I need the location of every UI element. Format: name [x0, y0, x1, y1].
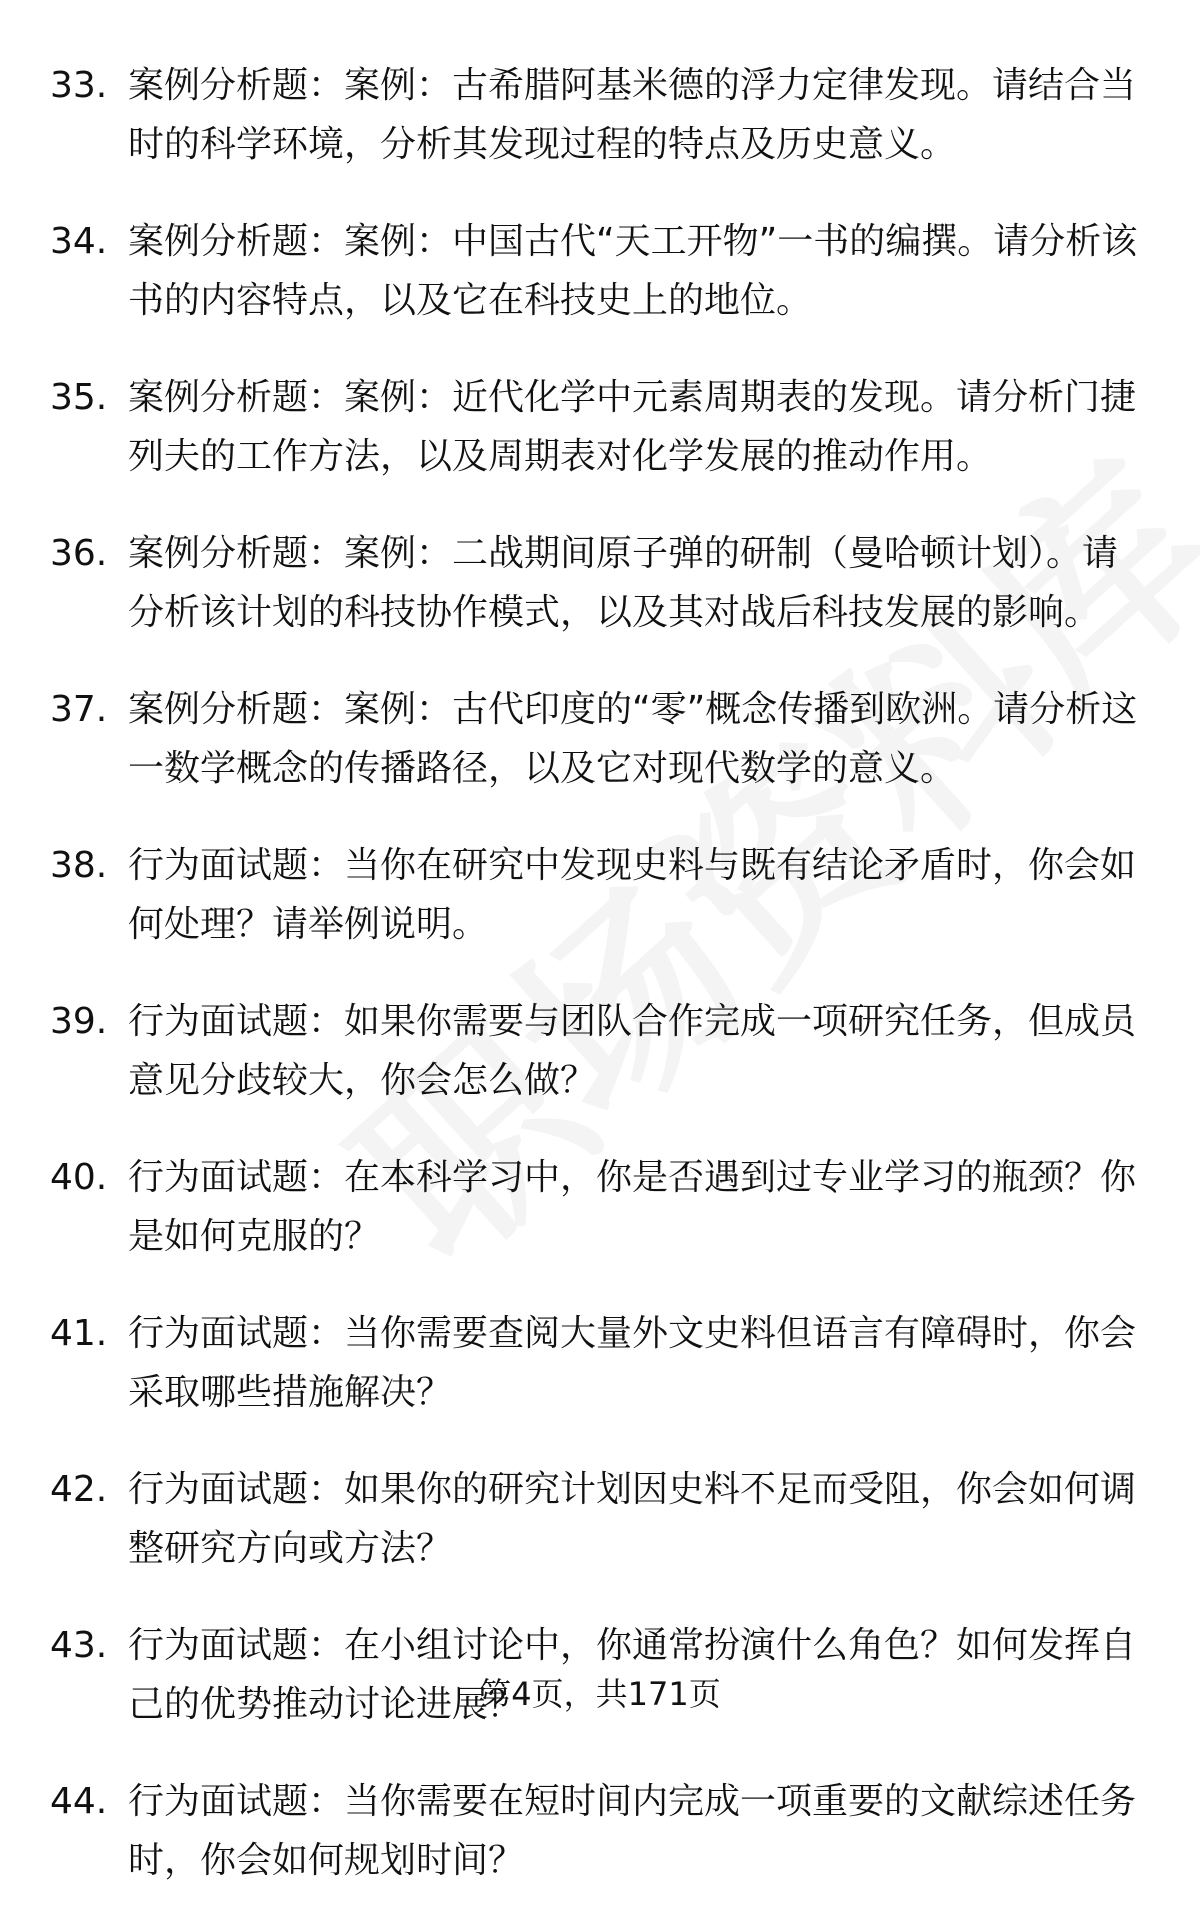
question-item — [50, 56, 1150, 174]
question-text: 案例分析题：案例：古希腊阿基米德的浮力定律发现。请结合当时的科学环境，分析其发现过程的特点及历史意义。 — [128, 65, 1137, 165]
question-list — [50, 56, 1150, 1928]
question-text: 行为面试题：当你需要查阅大量外文史料但语言有障碍时，你会采取哪些措施解决？ — [128, 1313, 1137, 1413]
question-number: 33. — [50, 65, 108, 106]
question-item — [50, 680, 1150, 798]
question-text: 行为面试题：当你需要在短时间内完成一项重要的文献综述任务时，你会如何规划时间？ — [128, 1781, 1137, 1881]
question-item — [50, 1148, 1150, 1266]
question-number: 42. — [50, 1469, 108, 1510]
page-footer — [0, 1672, 1200, 1716]
question-number: 40. — [50, 1157, 108, 1198]
question-number: 37. — [50, 689, 108, 730]
question-item — [50, 836, 1150, 954]
question-number: 34. — [50, 221, 108, 262]
question-text: 案例分析题：案例：二战期间原子弹的研制（曼哈顿计划）。请分析该计划的科技协作模式，以及其对战后科技发展的影响。 — [128, 533, 1119, 633]
question-text: 案例分析题：案例：古代印度的“零”概念传播到欧洲。请分析这一数学概念的传播路径，以及它对现代数学的意义。 — [128, 689, 1138, 789]
question-item — [50, 992, 1150, 1110]
question-text: 行为面试题：如果你需要与团队合作完成一项研究任务，但成员意见分歧较大，你会怎么做？ — [128, 1001, 1137, 1101]
question-item — [50, 1772, 1150, 1890]
question-text: 行为面试题：当你在研究中发现史料与既有结论矛盾时，你会如何处理？请举例说明。 — [128, 845, 1137, 945]
question-number: 41. — [50, 1313, 108, 1354]
question-number: 44. — [50, 1781, 108, 1822]
question-number: 35. — [50, 377, 108, 418]
question-text: 案例分析题：案例：近代化学中元素周期表的发现。请分析门捷列夫的工作方法，以及周期表对化学发展的推动作用。 — [128, 377, 1137, 477]
page-number-label: 第4页，共171页 — [479, 1675, 721, 1713]
question-number: 39. — [50, 1001, 108, 1042]
question-number: 36. — [50, 533, 108, 574]
question-item — [50, 524, 1150, 642]
question-item — [50, 368, 1150, 486]
question-number: 38. — [50, 845, 108, 886]
question-item — [50, 1304, 1150, 1422]
question-text: 案例分析题：案例：中国古代“天工开物”一书的编撰。请分析该书的内容特点，以及它在科技史上的地位。 — [128, 221, 1138, 321]
question-item — [50, 212, 1150, 330]
question-item — [50, 1460, 1150, 1578]
question-number: 43. — [50, 1625, 108, 1666]
question-text: 行为面试题：在本科学习中，你是否遇到过专业学习的瓶颈？你是如何克服的？ — [128, 1157, 1137, 1257]
question-text: 行为面试题：在小组讨论中，你通常扮演什么角色？如何发挥自己的优势推动讨论进展？ — [128, 1625, 1137, 1725]
question-text: 行为面试题：如果你的研究计划因史料不足而受阻，你会如何调整研究方向或方法？ — [128, 1469, 1137, 1569]
